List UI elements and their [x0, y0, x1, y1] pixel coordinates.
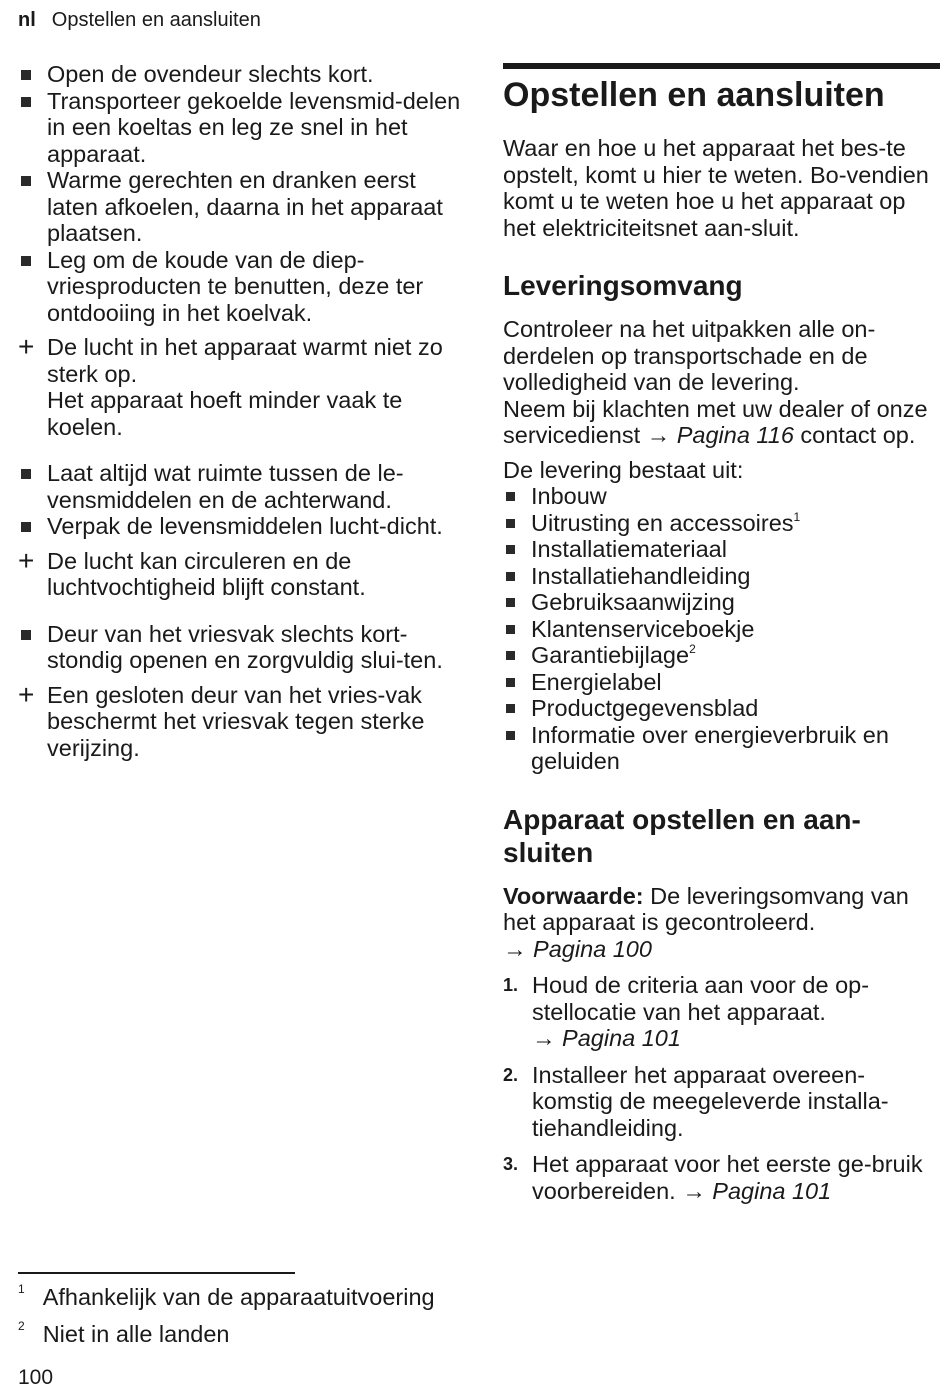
running-header [18, 9, 261, 32]
page-link[interactable]: Pagina 101 [712, 1177, 832, 1204]
page-link[interactable]: Pagina 101 [562, 1025, 681, 1051]
list-item: Laat altijd wat ruimte tussen de le-vensmiddelen en de achterwand. [18, 460, 463, 513]
result-item [18, 331, 463, 440]
left-column [18, 61, 463, 761]
result-item [18, 678, 463, 762]
result-text: Een gesloten deur van het vries-vak beschermt het vriesvak tegen sterke verijzing. [47, 681, 425, 761]
list-item: Gebruiksaanwijzing [503, 589, 940, 616]
intro-paragraph: Waar en hoe u het apparaat het bes-te opstelt, komt u hier te weten. Bo-vendien komt u te weten hoe u het apparaat op het elektriciteitsnet aan-sluit. [503, 135, 929, 241]
list-item: Deur van het vriesvak slechts kort-stondig openen en zorgvuldig slui-ten. [18, 621, 463, 674]
list-item: Verpak de levensmiddelen lucht-dicht. [18, 513, 463, 540]
delivery-list-intro: De levering bestaat uit: [503, 456, 744, 483]
step-number: 1. [503, 975, 519, 995]
list-item: Warme gerechten en dranken eerst laten afkoelen, daarna in het apparaat plaatsen. [18, 167, 463, 247]
step-text: Installeer het apparaat overeen-komstig de meegeleverde installa-tiehandleiding. [532, 1061, 889, 1141]
page-link[interactable]: Pagina 100 [533, 935, 652, 962]
right-column [503, 63, 940, 1204]
step-item [503, 1062, 940, 1142]
step-number: 3. [503, 1154, 519, 1174]
prerequisite-label: Voorwaarde: [503, 882, 644, 909]
step-number: 2. [503, 1064, 519, 1085]
list-item-text: Uitrusting en accessoires [531, 509, 794, 536]
delivery-contact-end: contact op. [800, 422, 916, 448]
footnote-ref: 1 [793, 509, 801, 524]
step-item [503, 972, 940, 1052]
list-item [503, 510, 940, 537]
list-item: Productgegevensblad [503, 695, 940, 722]
delivery-list [503, 483, 940, 775]
result-text: De lucht in het apparaat warmt niet zo sterk op. [47, 334, 443, 387]
list-item: Installatiemateriaal [503, 536, 940, 563]
list-item: Leg om de koude van de diep-vriesproducten te benutten, deze ter ontdooiing in het koelvak. [18, 247, 463, 327]
delivery-contact-paragraph [503, 396, 940, 449]
result-text: Het apparaat hoeft minder vaak te koelen. [47, 387, 403, 440]
page-link[interactable]: Pagina 116 [676, 422, 794, 448]
step-text: Het apparaat voor het eerste ge-bruik voorbereiden. → [532, 1151, 923, 1204]
plus-icon: + [18, 544, 35, 576]
footnote-ref: 2 [689, 642, 696, 656]
list-item: Open de ovendeur slechts kort. [18, 61, 463, 88]
prerequisite-paragraph [503, 883, 940, 963]
list-item: Installatiehandleiding [503, 563, 940, 590]
step-item [503, 1151, 940, 1204]
plus-icon: + [18, 678, 35, 710]
list-item-text: Garantiebijlage [531, 642, 690, 668]
footnote-number: 2 [18, 1319, 25, 1333]
arrow-icon: → [503, 935, 527, 962]
list-item: Transporteer gekoelde levensmid-delen in een koeltas en leg ze snel in het apparaat. [18, 88, 463, 168]
delivery-contact-text: Neem bij klachten met uw dealer of onze servicedienst → [503, 395, 928, 448]
footnote-number: 1 [18, 1282, 25, 1296]
section-rule [503, 63, 940, 69]
page-number: 100 [18, 1366, 54, 1389]
step-text: Houd de criteria aan voor de op-stellocatie van het apparaat. [532, 972, 870, 1025]
footnote [18, 1321, 230, 1347]
arrow-icon: → [532, 1025, 556, 1051]
list-item: Informatie over energieverbruik en geluiden [503, 722, 940, 775]
prerequisite-text: De leveringsomvang van het apparaat is gecontroleerd. [503, 882, 909, 935]
plus-icon: + [18, 331, 35, 362]
list-item: Inbouw [503, 483, 940, 510]
footnote-text: Afhankelijk van de apparaatuitvoering [42, 1284, 435, 1310]
language-code: nl [18, 9, 36, 31]
result-item [18, 544, 463, 601]
heading-delivery: Leveringsomvang [503, 270, 743, 301]
result-text: De lucht kan circuleren en de luchtvochtigheid blijft constant. [47, 547, 366, 600]
list-item: Energielabel [503, 669, 940, 696]
setup-steps [503, 972, 940, 1204]
section-title: Opstellen en aansluiten [503, 76, 885, 114]
footnote-rule [18, 1272, 295, 1274]
header-section-title: Opstellen en aansluiten [51, 9, 261, 31]
heading-setup: Apparaat opstellen en aan-sluiten [503, 803, 861, 868]
list-item [503, 642, 940, 669]
delivery-paragraph: Controleer na het uitpakken alle on-derdelen op transportschade en de volledigheid van de levering. [503, 316, 876, 395]
list-item: Klantenserviceboekje [503, 616, 940, 643]
footnote-text: Niet in alle landen [42, 1321, 230, 1347]
footnote [18, 1284, 435, 1310]
